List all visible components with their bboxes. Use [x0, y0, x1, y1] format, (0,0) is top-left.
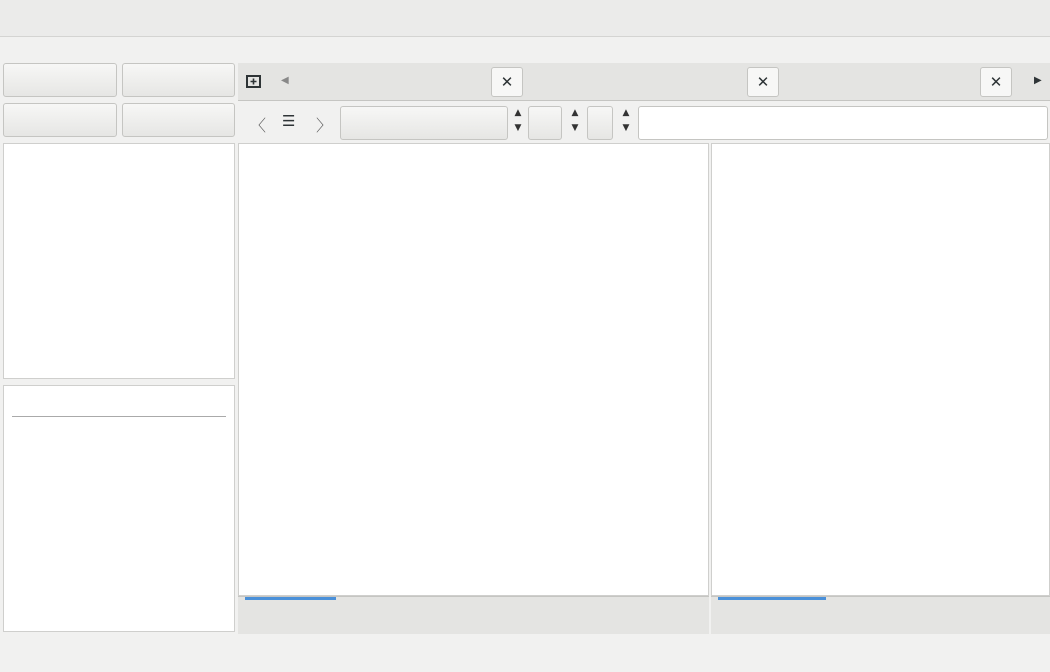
verse-input[interactable] — [587, 106, 613, 140]
book-spinner[interactable]: ▲ ▼ — [514, 108, 522, 133]
minimize-icon[interactable] — [989, 9, 1007, 27]
versets-button[interactable] — [122, 103, 235, 137]
chapter-spinner[interactable]: ▲ ▼ — [571, 108, 579, 133]
tab-scroll-right-icon[interactable]: ▶ — [1034, 75, 1042, 86]
modules-button[interactable] — [3, 63, 117, 97]
watermark — [1022, 225, 1046, 465]
preview-divider — [12, 416, 226, 417]
commentary-pane[interactable] — [711, 143, 1050, 596]
navigation-toolbar — [238, 101, 1050, 143]
tab-close-icon[interactable]: ✕ — [491, 67, 523, 97]
chapter-input[interactable] — [528, 106, 562, 140]
back-icon[interactable]: 〈 — [250, 116, 267, 135]
tab-close-icon[interactable]: ✕ — [980, 67, 1012, 97]
close-window-icon[interactable] — [1023, 9, 1041, 27]
verse-spinner[interactable]: ▲ ▼ — [622, 108, 630, 133]
tab-close-icon[interactable]: ✕ — [747, 67, 779, 97]
commentary-view-tabs — [711, 596, 1050, 634]
title-bar — [0, 0, 1050, 37]
tab-bar — [238, 63, 1050, 101]
book-select[interactable] — [340, 106, 508, 140]
module-tree — [3, 143, 235, 379]
rechercher-button[interactable] — [3, 103, 117, 137]
forward-icon[interactable]: 〉 — [316, 116, 333, 135]
status-bar — [0, 640, 1050, 672]
text-view-tabs — [238, 596, 709, 634]
tab-scroll-left-icon[interactable]: ◀ — [281, 75, 289, 86]
new-tab-icon[interactable] — [246, 74, 262, 88]
bible-text-pane[interactable] — [238, 143, 709, 596]
menu-bar — [0, 37, 1050, 61]
preview-panel — [3, 385, 235, 632]
active-tab-indicator — [718, 597, 826, 600]
active-tab-indicator — [245, 597, 336, 600]
menu-icon[interactable]: ☰ — [282, 112, 296, 130]
signets-button[interactable] — [122, 63, 235, 97]
reference-input[interactable] — [638, 106, 1048, 140]
